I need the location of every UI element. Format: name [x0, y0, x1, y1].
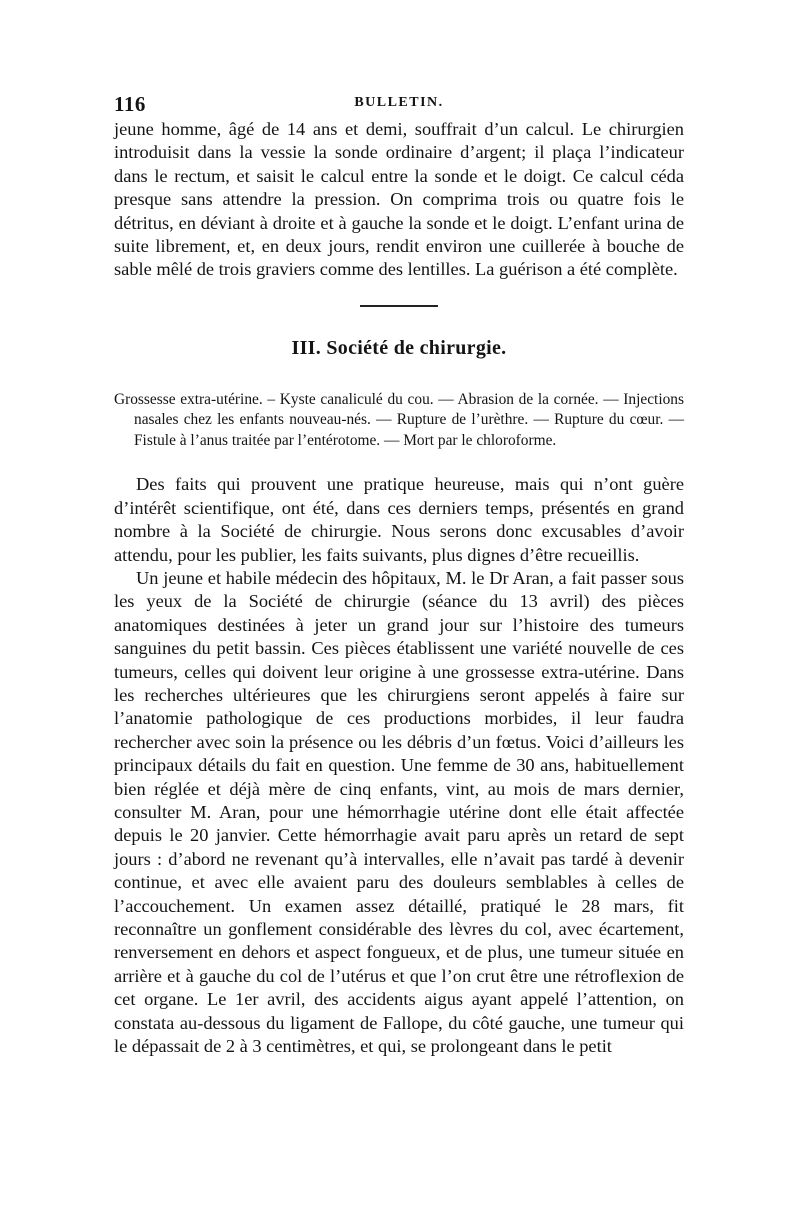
paragraph: Des faits qui prouvent une pratique heureuse, mais qui n’ont guère d’intérêt scientifique, ont été, dans ces derniers temps, présentés en grand nombre à la Société de chirurgie. Nous serons donc excusables d’avoir attendu, pour les publier, les faits suivants, plus dignes d’être recueillis.	[114, 474, 684, 565]
main-text	[114, 473, 684, 1058]
page-header	[114, 92, 684, 118]
section-divider	[360, 305, 438, 307]
paragraph: Un jeune et habile médecin des hôpitaux, M. le Dr Aran, a fait passer sous les yeux de la Société de chirurgie (séance du 13 avril) des pièces anatomiques destinées à jeter un grand jour sur l’histoire des tumeurs sanguines du petit bassin. Ces pièces établissent une variété nouvelle de ces tumeurs, celles qui doivent leur origine à une grossesse extra-utérine. Dans les recherches ultérieures que les chirurgiens seront appelés à faire sur l’anatomie pathologique de ces productions morbides, il leur faudra rechercher avec soin la présence ou les débris d’un fœtus. Voici d’ailleurs les principaux détails du fait en question. Une femme de 30 ans, habituellement bien réglée et déjà mère de cinq enfants, vint, au mois de mars dernier, consulter M. Aran, pour une hémorrhagie utérine dont elle était affectée depuis le 20 janvier. Cette hémorrhagie avait paru après un retard de sept jours : d’abord ne revenant qu’à intervalles, elle n’avait pas tardé à devenir continue, et avec elle avaient paru des douleurs semblables à celles de l’accouchement. Un examen assez détaillé, pratiqué le 28 mars, fit reconnaître un gonflement considérable des lèvres du col, avec écartement, renversement en dehors et aspect fongueux, et de plus, une tumeur située en arrière et à gauche du col de l’utérus et que l’on crut être une rétroflexion de cet organe. Le 1er avril, des accidents aigus ayant appelé l’attention, on constata au-dessous du ligament de Fallope, du côté gauche, une tumeur qui le dépassait de 2 à 3 centimètres, et qui, se prolongeant dans le petit	[114, 567, 684, 1057]
running-head: BULLETIN.	[354, 95, 444, 110]
paragraph-continuation: jeune homme, âgé de 14 ans et demi, souffrait d’un calcul. Le chirurgien introduisit dans la vessie la sonde ordinaire d’argent; il plaça l’indicateur dans le rectum, et saisit le calcul entre la sonde et le doigt. Ce calcul céda presque sans attendre la pression. On comprima trois ou quatre fois le détritus, en déviant à droite et à gauche la sonde et le doigt. L’enfant urina de suite librement, et, en deux jours, rendit environ une cuillerée à bouche de sable mêlé de trois graviers comme des lentilles. La guérison a été complète.	[114, 119, 684, 280]
page-number: 116	[114, 92, 146, 116]
book-page	[114, 92, 684, 1059]
top-text	[114, 118, 684, 282]
section-summary: Grossesse extra-utérine. – Kyste canaliculé du cou. — Abrasion de la cornée. — Injections nasales chez les enfants nouveau-nés. — Rupture de l’urèthre. — Rupture du cœur. — Fistule à l’anus traitée par l’entérotome. — Mort par le chloroforme.	[114, 390, 684, 449]
section-title: III. Société de chirurgie.	[291, 336, 507, 359]
